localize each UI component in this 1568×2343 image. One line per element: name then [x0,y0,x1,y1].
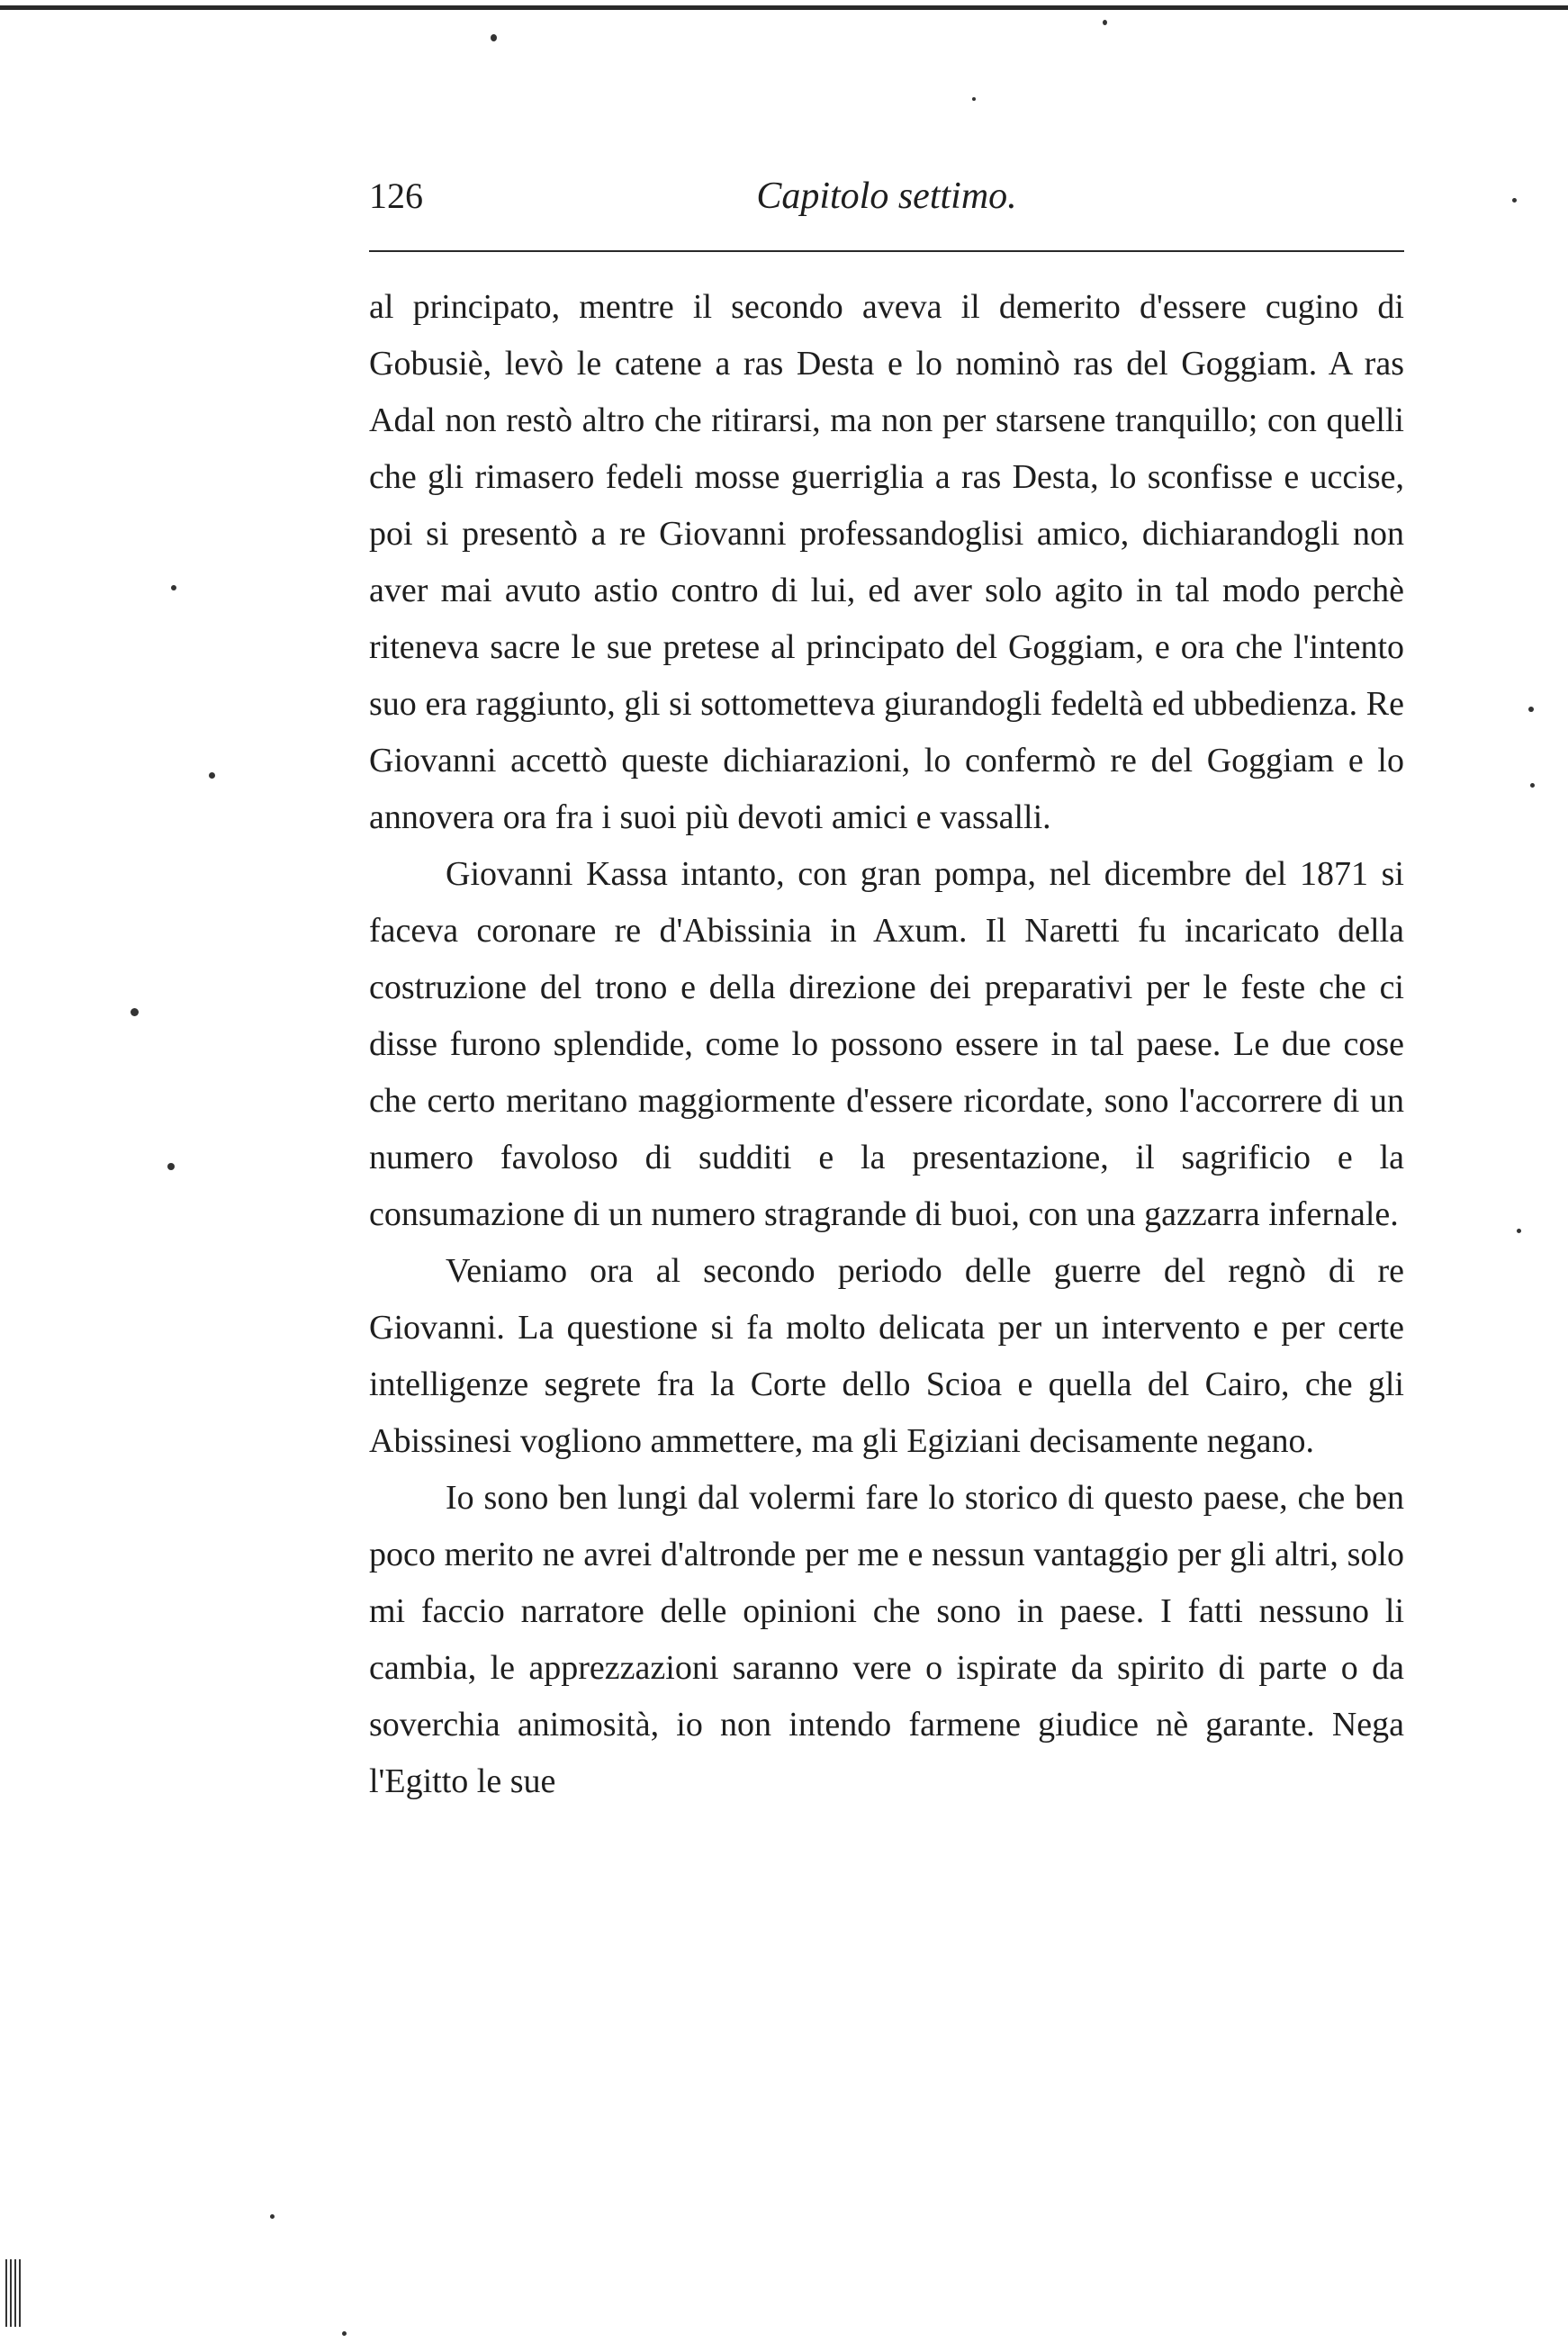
scan-speck [342,2331,347,2336]
page-number: 126 [369,176,423,216]
paragraph-2: Giovanni Kassa intanto, con gran pompa, nel dicembre del 1871 si faceva coronare re d'Abissinia in Axum. Il Naretti fu incaricato della costruzione del trono e della direzione dei preparativi per le feste che ci disse furono splendide, come lo possono essere in tal paese. Le due cose che certo meritano maggiormente d'essere ricordate, sono l'accorrere di un numero favoloso di sudditi e la presentazione, il sagrificio e la consumazione di un numero stragrande di buoi, con una gazzarra infernale. [369,855,1404,1233]
scan-speck [1103,20,1107,25]
scan-speck [1512,198,1517,203]
binding-marks [5,2259,23,2327]
scan-speck [131,1008,139,1016]
scan-speck [171,585,176,590]
scan-speck [1517,1229,1521,1233]
scan-speck [1530,783,1535,788]
header-rule [369,250,1404,252]
top-edge-rule [0,5,1568,10]
paragraph-4: Io sono ben lungi dal volermi fare lo storico di questo paese, che ben poco merito ne avrei d'altronde per me e nessun vantaggio per gli altri, solo mi faccio narratore delle opinioni che sono in paese. I fatti nessuno li cambia, le apprezzazioni saranno vere o ispirate da spirito di parte o da soverchia animosità, io non intendo farmene giudice nè garante. Nega l'Egitto le sue [369,1479,1404,1800]
scan-speck [1528,707,1534,712]
page-header [369,169,1404,232]
scan-speck [209,772,215,779]
paragraph-3: Veniamo ora al secondo periodo delle guerre del regnò di re Giovanni. La questione si fa molto delicata per un intervento e per certe intelligenze segrete fra la Corte dello Scioa e quella del Cairo, che gli Abissinesi vogliono ammettere, ma gli Egiziani decisamente negano. [369,1252,1404,1460]
paragraph-1: al principato, mentre il secondo aveva il demerito d'essere cugino di Gobusiè, levò le catene a ras Desta e lo nominò ras del Goggiam. A ras Adal non restò altro che ritirarsi, ma non per starsene tranquillo; con quelli che gli rimasero fedeli mosse guerriglia a ras Desta, lo sconfisse e uccise, poi si presentò a re Giovanni professandoglisi amico, dichiarandogli non aver mai avuto astio contro di lui, ed aver solo agito in tal modo perchè riteneva sacre le sue pretese al principato del Goggiam, e ora che l'intento suo era raggiunto, gli si sottometteva giurandogli fedeltà ed ubbedienza. Re Giovanni accettò queste dichiarazioni, lo confermò re del Goggiam e lo annovera ora fra i suoi più devoti amici e vassalli. [369,288,1404,836]
scan-speck [167,1163,175,1170]
scan-speck [270,2214,275,2219]
body-text [369,279,1404,1810]
scan-speck [972,97,976,101]
scan-speck [491,34,497,41]
running-title: Capitolo settimo. [756,176,1017,217]
